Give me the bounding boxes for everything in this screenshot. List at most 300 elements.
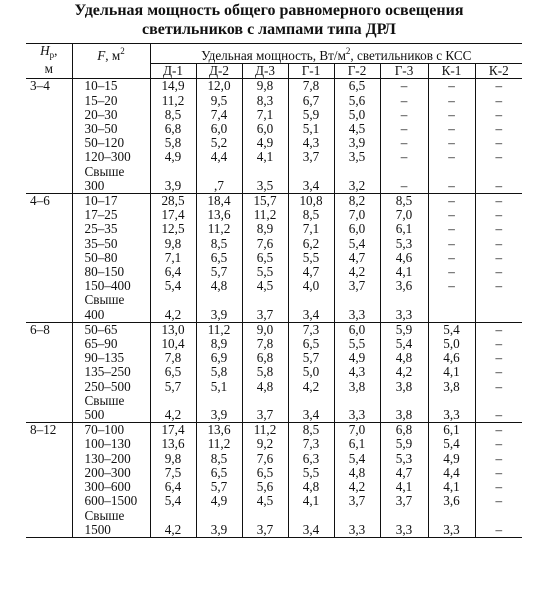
value-cell: 5,8 [150, 136, 196, 150]
value-cell: 13,6 [196, 423, 242, 438]
value-cell: 6,3 [288, 452, 334, 466]
value-cell: 4,3 [288, 136, 334, 150]
area-cell: 600–1500 [72, 494, 150, 508]
height-cell [26, 108, 72, 122]
value-cell: 5,5 [288, 251, 334, 265]
height-cell [26, 365, 72, 379]
power-label-tail: , светильников с КСС [350, 48, 472, 63]
value-cell: 3,3 [334, 523, 380, 538]
value-cell: 4,1 [288, 494, 334, 508]
value-cell: 9,8 [150, 237, 196, 251]
power-label: Удельная мощность, Вт/м [201, 48, 346, 63]
table-row [26, 150, 522, 164]
value-cell: 10,8 [288, 194, 334, 209]
value-cell: 3,3 [380, 523, 428, 538]
table-row [26, 237, 522, 251]
value-cell: 7,4 [196, 108, 242, 122]
value-cell [150, 394, 196, 408]
value-cell: 9,8 [150, 452, 196, 466]
value-cell [288, 165, 334, 179]
value-cell [334, 509, 380, 523]
value-cell: 7,5 [150, 466, 196, 480]
value-cell: 11,2 [242, 208, 288, 222]
value-cell [196, 293, 242, 307]
value-cell: – [428, 79, 475, 94]
area-cell: 10–15 [72, 79, 150, 94]
value-cell: – [475, 208, 522, 222]
value-cell: 3,3 [380, 308, 428, 323]
value-cell: 8,9 [242, 222, 288, 236]
f-unit: , м [105, 48, 121, 63]
value-cell: – [475, 365, 522, 379]
value-cell: 3,9 [150, 179, 196, 194]
value-cell: 4,6 [380, 251, 428, 265]
value-cell [380, 165, 428, 179]
area-cell: 25–35 [72, 222, 150, 236]
area-cell: 50–65 [72, 322, 150, 337]
value-cell: 6,1 [380, 222, 428, 236]
value-cell: 9,5 [196, 94, 242, 108]
area-cell: 35–50 [72, 237, 150, 251]
value-cell [334, 394, 380, 408]
value-cell: – [475, 122, 522, 136]
h-unit: м [44, 61, 53, 77]
height-cell [26, 122, 72, 136]
f-symbol: F [97, 48, 106, 63]
value-cell: 18,4 [196, 194, 242, 209]
value-cell: 6,4 [150, 265, 196, 279]
value-cell: 6,9 [196, 351, 242, 365]
value-cell: 7,1 [150, 251, 196, 265]
value-cell [475, 165, 522, 179]
table-row [26, 194, 522, 209]
value-cell: 5,3 [380, 452, 428, 466]
value-cell: 4,9 [242, 136, 288, 150]
value-cell: – [475, 322, 522, 337]
value-cell: – [380, 136, 428, 150]
table-row [26, 308, 522, 323]
value-cell: 6,8 [242, 351, 288, 365]
value-cell: 3,2 [334, 179, 380, 194]
value-cell: 6,1 [334, 437, 380, 451]
value-cell: 8,2 [334, 194, 380, 209]
value-cell: 5,0 [288, 365, 334, 379]
height-cell [26, 150, 72, 164]
value-cell: 3,3 [334, 308, 380, 323]
value-cell [334, 293, 380, 307]
value-cell: – [475, 523, 522, 538]
column-header: Г-1 [288, 64, 334, 79]
table-row [26, 437, 522, 451]
value-cell: 5,4 [380, 337, 428, 351]
value-cell: 5,1 [196, 380, 242, 394]
area-cell: 20–30 [72, 108, 150, 122]
value-cell: 4,9 [150, 150, 196, 164]
value-cell: 6,5 [242, 466, 288, 480]
value-cell: 6,2 [288, 237, 334, 251]
value-cell: 5,2 [196, 136, 242, 150]
value-cell: – [475, 94, 522, 108]
value-cell: 4,7 [380, 466, 428, 480]
height-cell [26, 480, 72, 494]
value-cell [150, 165, 196, 179]
height-cell [26, 208, 72, 222]
value-cell: 6,4 [150, 480, 196, 494]
area-cell: 65–90 [72, 337, 150, 351]
height-cell [26, 380, 72, 394]
table-row [26, 108, 522, 122]
value-cell: 5,6 [242, 480, 288, 494]
value-cell: – [428, 194, 475, 209]
height-cell [26, 222, 72, 236]
value-cell: 5,9 [380, 322, 428, 337]
height-cell [26, 394, 72, 408]
height-cell [26, 293, 72, 307]
table-row [26, 480, 522, 494]
value-cell: 3,8 [380, 380, 428, 394]
value-cell [380, 394, 428, 408]
value-cell: 3,7 [242, 408, 288, 423]
height-cell [26, 408, 72, 423]
value-cell: 10,4 [150, 337, 196, 351]
value-cell [475, 509, 522, 523]
value-cell: 7,3 [288, 322, 334, 337]
f-superscript: 2 [120, 46, 125, 56]
area-cell: 135–250 [72, 365, 150, 379]
value-cell: 4,2 [150, 523, 196, 538]
value-cell: – [475, 480, 522, 494]
value-cell: 4,2 [334, 265, 380, 279]
value-cell: 5,4 [150, 494, 196, 508]
table-row [26, 423, 522, 438]
value-cell: 13,0 [150, 322, 196, 337]
height-cell [26, 165, 72, 179]
value-cell [475, 308, 522, 323]
height-cell: 8–12 [26, 423, 72, 438]
value-cell: – [380, 94, 428, 108]
area-cell: 30–50 [72, 122, 150, 136]
header-row-1 [26, 44, 522, 64]
value-cell: 5,8 [242, 365, 288, 379]
value-cell: – [475, 279, 522, 293]
area-cell: 100–130 [72, 437, 150, 451]
area-cell: 300 [72, 179, 150, 194]
column-header: Г-2 [334, 64, 380, 79]
value-cell: 9,2 [242, 437, 288, 451]
value-cell [242, 293, 288, 307]
value-cell [242, 165, 288, 179]
value-cell: 5,0 [428, 337, 475, 351]
value-cell: 6,5 [150, 365, 196, 379]
value-cell: 3,8 [334, 380, 380, 394]
table-row [26, 179, 522, 194]
value-cell: 4,6 [428, 351, 475, 365]
value-cell: 5,4 [334, 452, 380, 466]
value-cell [428, 509, 475, 523]
value-cell: 4,1 [242, 150, 288, 164]
value-cell: 3,3 [334, 408, 380, 423]
value-cell: 3,7 [288, 150, 334, 164]
value-cell: 8,5 [288, 423, 334, 438]
h-symbol: H [40, 43, 50, 58]
value-cell: – [475, 351, 522, 365]
value-cell: – [428, 265, 475, 279]
table-row [26, 222, 522, 236]
area-cell: 70–100 [72, 423, 150, 438]
value-cell: – [428, 237, 475, 251]
table-row [26, 165, 522, 179]
height-cell [26, 494, 72, 508]
area-cell: 300–600 [72, 480, 150, 494]
value-cell: 3,7 [380, 494, 428, 508]
value-cell [380, 293, 428, 307]
value-cell [475, 293, 522, 307]
height-cell [26, 308, 72, 323]
column-header: К-1 [428, 64, 475, 79]
value-cell: 4,2 [334, 480, 380, 494]
value-cell: 4,8 [196, 279, 242, 293]
value-cell: 8,5 [196, 237, 242, 251]
height-cell: 4–6 [26, 194, 72, 209]
value-cell: – [475, 423, 522, 438]
height-cell: 3–4 [30, 78, 50, 94]
header-h [26, 44, 72, 79]
value-cell: 12,0 [196, 79, 242, 94]
value-cell: 4,5 [334, 122, 380, 136]
area-cell: Свыше [72, 509, 150, 523]
area-cell: 90–135 [72, 351, 150, 365]
value-cell: 28,5 [150, 194, 196, 209]
value-cell [475, 394, 522, 408]
value-cell: 13,6 [196, 208, 242, 222]
height-cell [26, 94, 72, 108]
value-cell: – [428, 179, 475, 194]
value-cell: – [475, 222, 522, 236]
table-row [26, 94, 522, 108]
value-cell: 3,4 [288, 179, 334, 194]
header-power [150, 44, 522, 64]
value-cell [334, 165, 380, 179]
value-cell [242, 394, 288, 408]
header-f [72, 44, 150, 79]
value-cell [288, 293, 334, 307]
value-cell: – [380, 79, 428, 94]
height-cell [26, 237, 72, 251]
value-cell: – [475, 150, 522, 164]
value-cell: 7,6 [242, 452, 288, 466]
value-cell [150, 293, 196, 307]
table-row [26, 265, 522, 279]
value-cell: 4,0 [288, 279, 334, 293]
value-cell: 5,4 [150, 279, 196, 293]
area-cell: 50–120 [72, 136, 150, 150]
value-cell: 3,5 [242, 179, 288, 194]
value-cell: 4,4 [428, 466, 475, 480]
table-row [26, 394, 522, 408]
value-cell: 5,5 [334, 337, 380, 351]
value-cell: 4,2 [380, 365, 428, 379]
value-cell: – [380, 150, 428, 164]
table-row [26, 408, 522, 423]
value-cell: 4,3 [334, 365, 380, 379]
column-header: Д-1 [150, 64, 196, 79]
value-cell: 4,1 [380, 265, 428, 279]
value-cell: 5,4 [428, 437, 475, 451]
value-cell: 3,6 [428, 494, 475, 508]
table-row [26, 351, 522, 365]
value-cell: 6,0 [334, 222, 380, 236]
value-cell: 4,1 [380, 480, 428, 494]
table-row [26, 279, 522, 293]
value-cell: 11,2 [150, 94, 196, 108]
area-cell: 50–80 [72, 251, 150, 265]
value-cell: – [475, 79, 522, 94]
height-cell [26, 136, 72, 150]
height-cell [26, 437, 72, 451]
value-cell [428, 293, 475, 307]
area-cell: 15–20 [72, 94, 150, 108]
value-cell: – [380, 122, 428, 136]
table-row [26, 293, 522, 307]
value-cell: – [380, 108, 428, 122]
height-cell: 6–8 [26, 322, 72, 337]
table-row [26, 337, 522, 351]
value-cell: – [428, 251, 475, 265]
value-cell: 4,2 [150, 308, 196, 323]
value-cell: 5,5 [242, 265, 288, 279]
value-cell: 4,9 [428, 452, 475, 466]
value-cell: 3,6 [380, 279, 428, 293]
value-cell: 6,7 [288, 94, 334, 108]
value-cell: – [475, 380, 522, 394]
area-cell: 400 [72, 308, 150, 323]
table-row [26, 509, 522, 523]
value-cell: – [475, 179, 522, 194]
value-cell: 3,4 [288, 523, 334, 538]
value-cell: 6,5 [242, 251, 288, 265]
value-cell: 6,0 [334, 322, 380, 337]
table-row [26, 523, 522, 538]
value-cell: 4,8 [242, 380, 288, 394]
value-cell: 7,8 [150, 351, 196, 365]
value-cell: 8,3 [242, 94, 288, 108]
value-cell: 11,2 [196, 222, 242, 236]
value-cell: 3,9 [196, 408, 242, 423]
value-cell: 5,7 [196, 480, 242, 494]
area-cell: 80–150 [72, 265, 150, 279]
value-cell: 9,0 [242, 322, 288, 337]
table-row [26, 136, 522, 150]
value-cell: 6,0 [196, 122, 242, 136]
value-cell: 4,1 [428, 480, 475, 494]
power-table [26, 43, 522, 538]
value-cell [196, 165, 242, 179]
value-cell: – [475, 494, 522, 508]
table-row [26, 466, 522, 480]
value-cell: – [475, 408, 522, 423]
value-cell [150, 509, 196, 523]
value-cell: 3,7 [242, 308, 288, 323]
h-comma: , [54, 43, 58, 58]
value-cell: 6,8 [150, 122, 196, 136]
value-cell: 4,9 [196, 494, 242, 508]
table-title [0, 1, 538, 39]
value-cell: 5,7 [150, 380, 196, 394]
value-cell: 5,1 [288, 122, 334, 136]
value-cell: – [428, 136, 475, 150]
value-cell: 4,4 [196, 150, 242, 164]
value-cell: – [475, 466, 522, 480]
value-cell: 7,0 [380, 208, 428, 222]
value-cell: 4,5 [242, 279, 288, 293]
value-cell: 7,0 [334, 208, 380, 222]
value-cell: 5,7 [196, 265, 242, 279]
column-header: Д-3 [242, 64, 288, 79]
area-cell: Свыше [72, 293, 150, 307]
area-cell: 200–300 [72, 466, 150, 480]
value-cell: 11,2 [196, 322, 242, 337]
value-cell: 3,7 [334, 494, 380, 508]
table-row [26, 251, 522, 265]
value-cell: 7,0 [334, 423, 380, 438]
area-cell: 120–300 [72, 150, 150, 164]
value-cell: 3,4 [288, 308, 334, 323]
area-cell: Свыше [72, 165, 150, 179]
value-cell: 4,9 [334, 351, 380, 365]
value-cell [196, 509, 242, 523]
value-cell: – [428, 150, 475, 164]
value-cell: 5,7 [288, 351, 334, 365]
value-cell: – [475, 136, 522, 150]
value-cell: 4,2 [150, 408, 196, 423]
height-cell [26, 466, 72, 480]
value-cell: 6,5 [334, 79, 380, 94]
value-cell [242, 509, 288, 523]
value-cell: – [475, 452, 522, 466]
value-cell: 12,5 [150, 222, 196, 236]
height-cell [26, 523, 72, 538]
table-row [26, 452, 522, 466]
value-cell: 13,6 [150, 437, 196, 451]
value-cell: 3,8 [428, 380, 475, 394]
value-cell [428, 394, 475, 408]
value-cell: 5,4 [334, 237, 380, 251]
value-cell: 4,8 [288, 480, 334, 494]
height-cell [26, 452, 72, 466]
table-row [26, 365, 522, 379]
value-cell: 3,9 [196, 308, 242, 323]
value-cell: 8,5 [150, 108, 196, 122]
value-cell: 8,9 [196, 337, 242, 351]
value-cell: – [428, 279, 475, 293]
value-cell [428, 165, 475, 179]
value-cell: – [475, 108, 522, 122]
height-cell [26, 179, 72, 194]
value-cell: 11,2 [196, 437, 242, 451]
height-cell [26, 251, 72, 265]
value-cell: 4,5 [242, 494, 288, 508]
value-cell: 17,4 [150, 208, 196, 222]
value-cell: 5,8 [196, 365, 242, 379]
value-cell: 3,3 [428, 408, 475, 423]
area-cell: Свыше [72, 394, 150, 408]
column-header: К-2 [475, 64, 522, 79]
value-cell: 4,7 [334, 251, 380, 265]
value-cell [428, 308, 475, 323]
height-cell [26, 265, 72, 279]
value-cell: 8,5 [196, 452, 242, 466]
value-cell: – [475, 337, 522, 351]
